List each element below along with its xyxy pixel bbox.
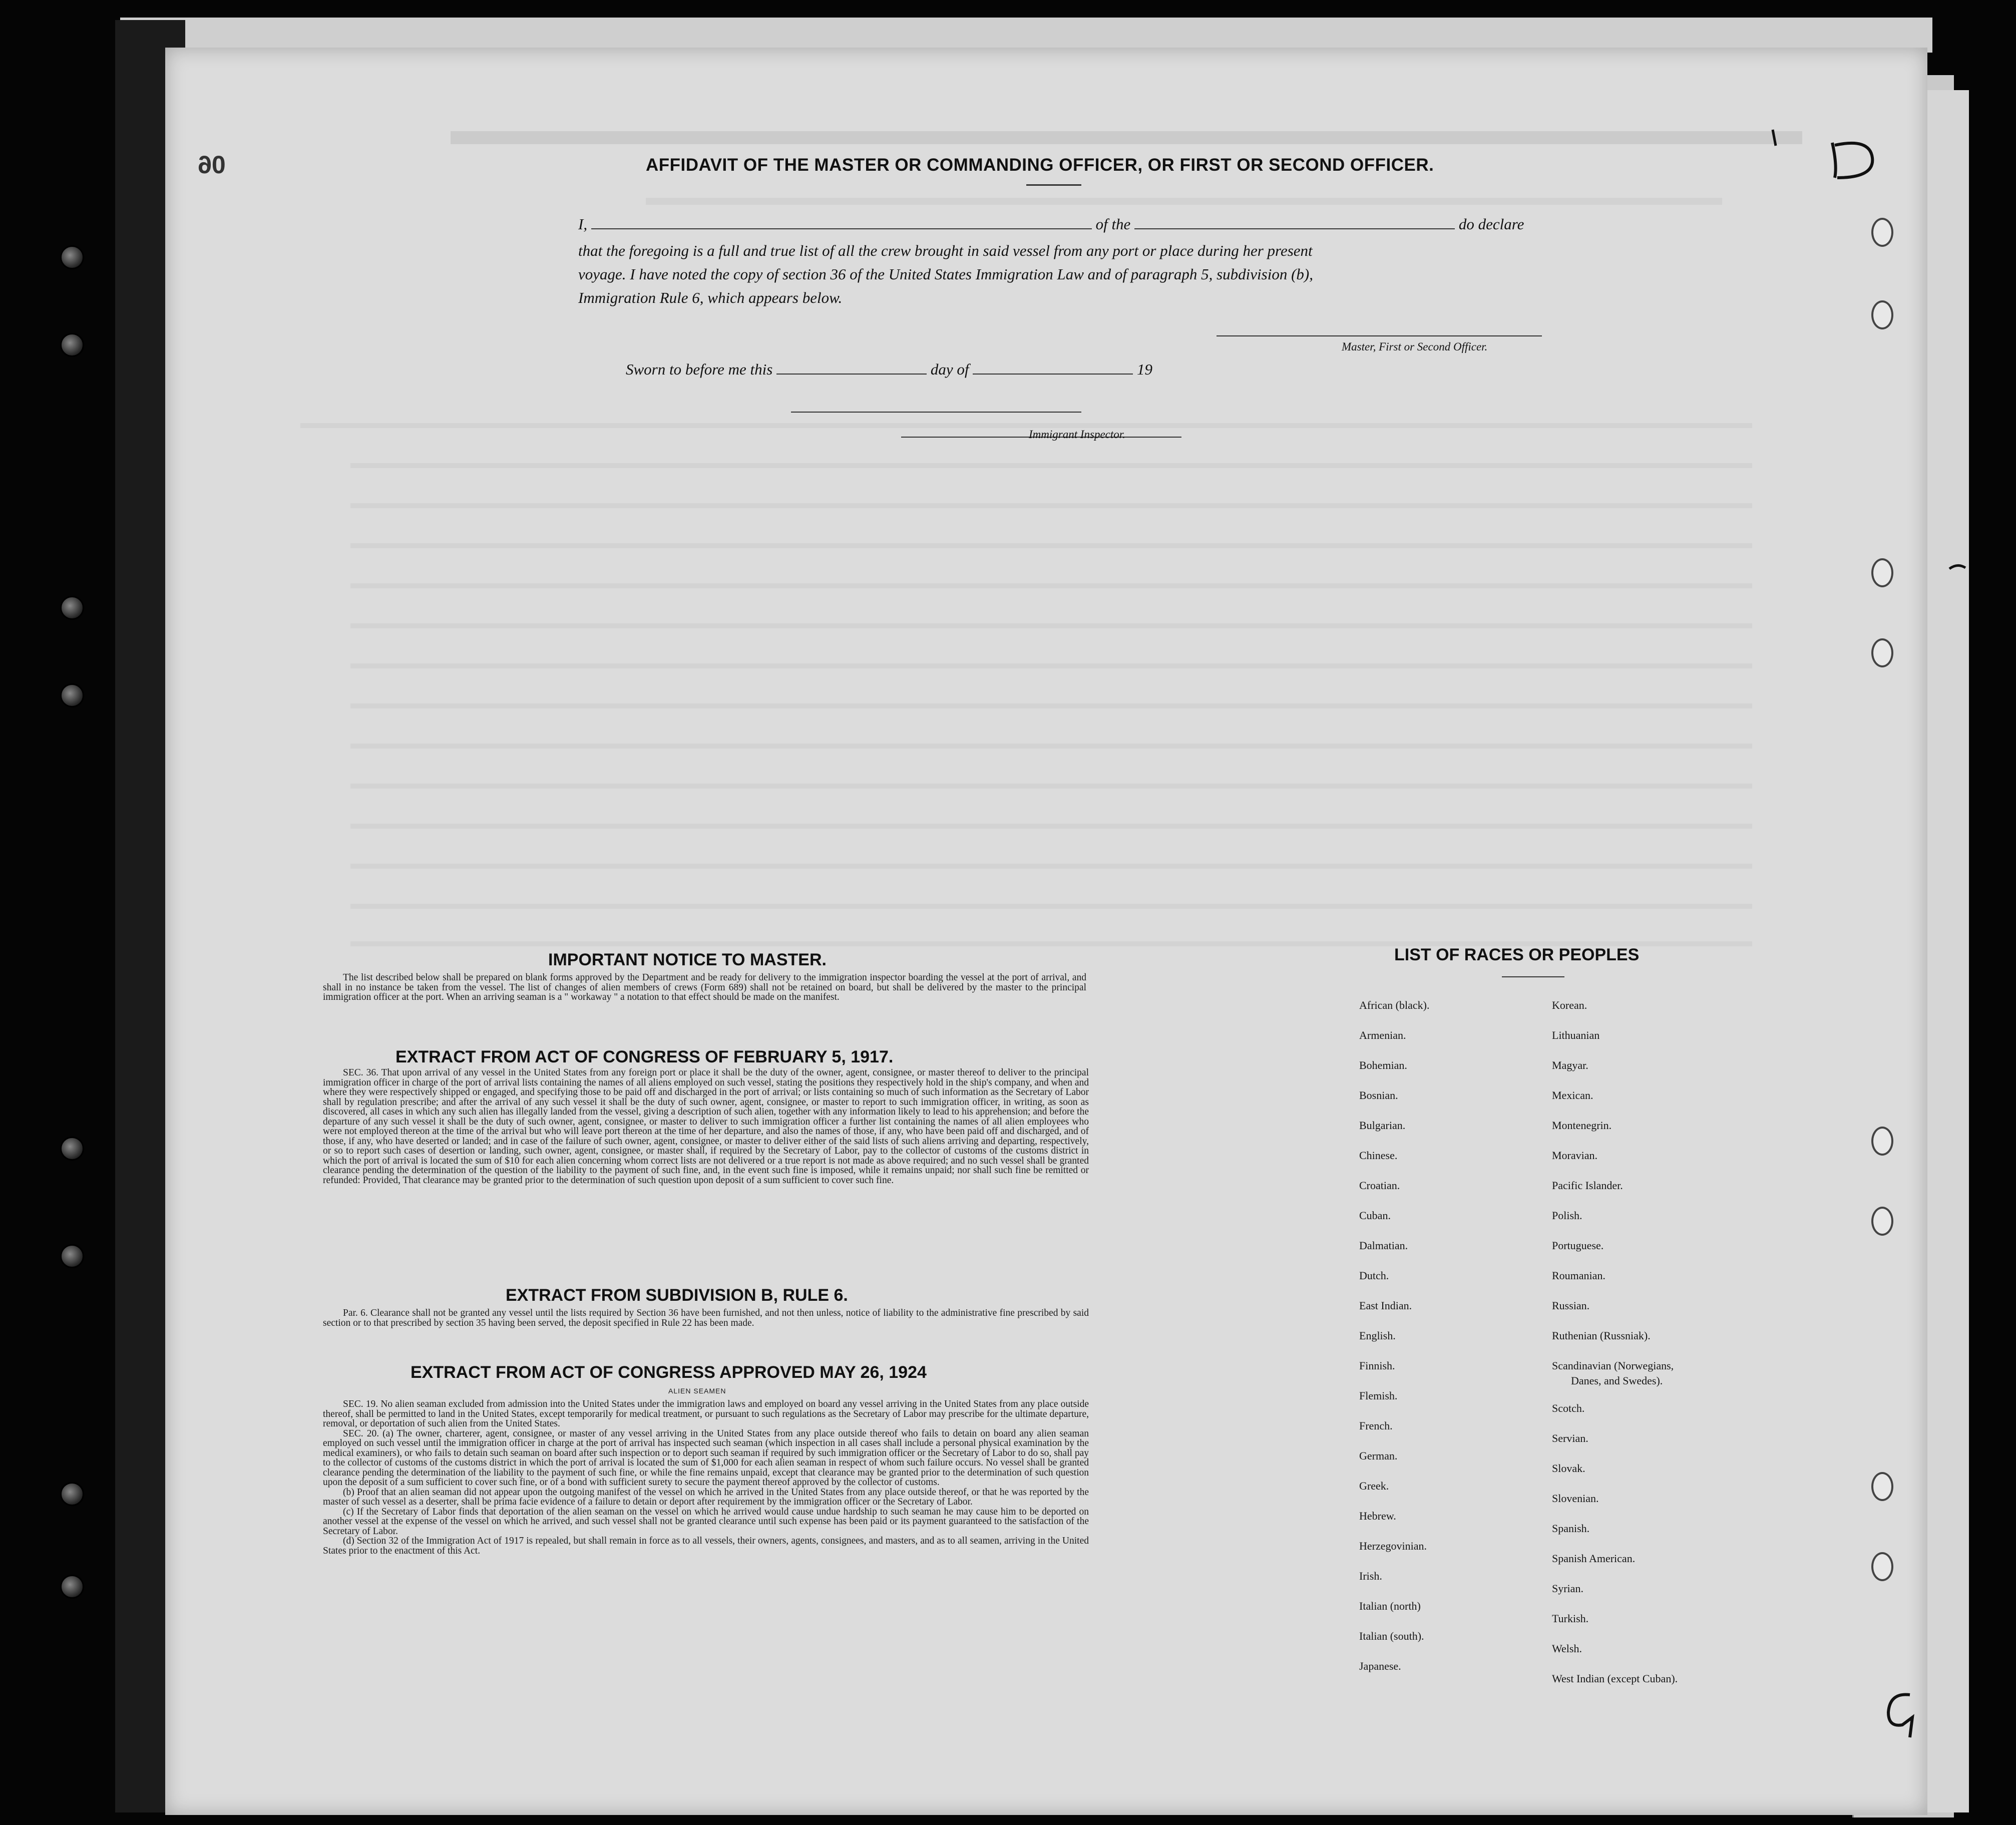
race-item: Korean.: [1552, 999, 1587, 1011]
race-item: African (black).: [1359, 999, 1430, 1011]
race-item: Turkish.: [1552, 1612, 1589, 1625]
race-item: Servian.: [1552, 1432, 1588, 1444]
race-item: East Indian.: [1359, 1299, 1412, 1312]
binding-hole-icon: [60, 1244, 84, 1268]
of-the-label: of the: [1095, 215, 1131, 233]
margin-tick-icon: [1947, 561, 1967, 576]
page-number: 06: [198, 151, 226, 179]
bleed-through-mark: [350, 663, 1752, 668]
sec-20c-text: (c) If the Secretary of Labor finds that deportation of the alien seaman on the vessel on which he arrived would cause undue hardship to such seaman he may cause him to be deported on another vessel at the expense of the vessel on which he arrived, and such vessel shall not be granted clearance until such expense has been paid or its payment guaranteed to the satisfaction of the Secretary of Labor.: [323, 1506, 1089, 1537]
punch-hole-icon: [1871, 638, 1893, 667]
master-signature-label: Master, First or Second Officer.: [1342, 340, 1488, 353]
declarant-name-field[interactable]: [591, 228, 1092, 229]
binding-hole-icon: [60, 245, 84, 269]
bleed-through-mark: [350, 744, 1752, 749]
race-item: Slovak.: [1552, 1462, 1585, 1475]
race-item: Magyar.: [1552, 1059, 1588, 1071]
race-item: Spanish.: [1552, 1522, 1590, 1535]
sec-20b-text: (b) Proof that an alien seaman did not appear upon the outgoing manifest of the vessel on which he arrived in the United States from any place outside thereof, or that he was reported by the master of such vessel as a deserter, shall be prima facie evidence of a failure to detain or deport after requirement by the immigration officer or the Secretary of Labor.: [323, 1487, 1089, 1507]
race-item: Irish.: [1359, 1570, 1382, 1582]
inspector-line-top[interactable]: [791, 412, 1081, 413]
race-item: Italian (south).: [1359, 1630, 1424, 1642]
race-item: Syrian.: [1552, 1582, 1583, 1595]
bleed-through-mark: [350, 824, 1752, 829]
race-item: Moravian.: [1552, 1149, 1598, 1162]
punch-hole-icon: [1871, 218, 1893, 247]
sworn-line: [626, 360, 1152, 379]
inspector-label: Immigrant Inspector.: [1029, 428, 1125, 441]
race-item: Finnish.: [1359, 1359, 1395, 1372]
declarant-prefix: I,: [578, 215, 588, 233]
races-title-underline: [1502, 976, 1564, 977]
race-item: Portuguese.: [1552, 1239, 1604, 1252]
bleed-through-mark: [350, 904, 1752, 909]
binding-hole-icon: [60, 333, 84, 357]
punch-hole-icon: [1871, 1472, 1893, 1501]
handwritten-mark-icon: [1882, 1687, 1922, 1742]
bleed-through-mark: [350, 784, 1752, 789]
race-item: Slovenian.: [1552, 1492, 1599, 1505]
punch-hole-icon: [1871, 1207, 1893, 1236]
bleed-through-mark: [350, 864, 1752, 869]
extract-1924-subtitle: ALIEN SEAMEN: [668, 1387, 726, 1395]
race-item: French.: [1359, 1419, 1393, 1432]
affidavit-line-1: [578, 215, 1524, 233]
race-item: Welsh.: [1552, 1642, 1582, 1655]
extract-1924-title: EXTRACT FROM ACT OF CONGRESS APPROVED MAY 26, 1924: [411, 1363, 927, 1382]
race-item: Cuban.: [1359, 1209, 1391, 1222]
race-item: Armenian.: [1359, 1029, 1406, 1041]
binding-hole-icon: [60, 1137, 84, 1161]
sworn-month-field[interactable]: [973, 374, 1133, 375]
bleed-through-mark: [300, 423, 1752, 428]
do-declare-label: do declare: [1458, 215, 1524, 233]
bleed-through-mark: [350, 503, 1752, 508]
binding-hole-icon: [60, 1575, 84, 1599]
notice-text: The list described below shall be prepared on blank forms approved by the Department and be ready for delivery to the immigration inspector boarding the vessel at the port of arrival, and shall in no instance be taken from the vessel. The list of changes of alien members of crews (Form 689) shall not be retained on board, but shall be delivered by the master to the principal immigration officer at the port. When an arriving seaman is a " workaway " a notation to that effect should be made on the manifest.: [323, 972, 1086, 1002]
race-item: Danes, and Swedes).: [1571, 1374, 1663, 1387]
races-title: LIST OF RACES OR PEOPLES: [1394, 945, 1640, 964]
affidavit-title: AFFIDAVIT OF THE MASTER OR COMMANDING OFFICER, OR FIRST OR SECOND OFFICER.: [646, 155, 1434, 175]
race-item: Flemish.: [1359, 1389, 1398, 1402]
race-item: Pacific Islander.: [1552, 1179, 1623, 1192]
margin-tick-icon: [1770, 128, 1780, 148]
affidavit-line-4: Immigration Rule 6, which appears below.: [578, 289, 843, 306]
race-item: Polish.: [1552, 1209, 1582, 1222]
day-of-label: day of: [930, 360, 969, 378]
subdivision-b-text: Par. 6. Clearance shall not be granted any vessel until the lists required by Section 36 have been furnished, and not then unless, notice of liability to the administrative fine prescribed by said section or to that prescribed by section 35 having been served, the deposit specified in Rule 22 has been made.: [323, 1308, 1089, 1328]
notice-title: IMPORTANT NOTICE TO MASTER.: [548, 950, 827, 969]
year-label: 19: [1136, 360, 1152, 378]
race-item: English.: [1359, 1329, 1396, 1342]
bleed-through-mark: [646, 198, 1722, 205]
race-item: West Indian (except Cuban).: [1552, 1672, 1678, 1685]
race-item: Scotch.: [1552, 1402, 1585, 1414]
extract-1917-text: SEC. 36. That upon arrival of any vessel in the United States from any foreign port or place it shall be the duty of the owner, agent, consignee, or master thereof to deliver to the principal immigration officer in charge of the port of arrival lists containing the names of all aliens employed on such vessel, stating the positions they respectively hold in the ship's company, and when and where they were respectively shipped or engaged, and specifying those to be paid off and discharged in the port of arrival; or lists containing so much of such information as the Secretary of Labor shall by regulation prescribe; and after the arrival of any such vessel it shall be the duty of such owner, agent, consignee, or master to report to such immigration officer, in writing, as soon as discovered, all cases in which any such alien has illegally landed from the vessel, giving a description of such alien, together with any information likely to lead to his apprehension; and before the departure of any such vessel it shall be the duty of such owner, agent, consignee, or master to deliver to such immigration officer a further list containing the names of all alien employees who were not employed thereon at the time of the arrival but who will leave port thereon at the time of her departure, and also the names of those, if any, who have been paid off and discharged, and of those, if any, who have deserted or landed; and in case of the failure of such owner, agent, consignee, or master to deliver either of the said lists of such aliens arriving and departing, respectively, or so to report such cases of desertion or landing, such owner, agent, consignee, or master shall, if required by the Secretary of Labor, pay to the collector of customs of the customs district in which the port of arrival is located the sum of $10 for each alien concerning whom correct lists are not delivered or a true report is not made as above required; and no such vessel shall be granted clearance pending the determination of the question of the liability to the payment of such fine, and, in the event such fine is imposed, while it remains unpaid; nor shall such fine be remitted or refunded: Provided, That clearance may be granted prior to the determination of such question upon deposit of a sum sufficient to cover such fine.: [323, 1067, 1089, 1186]
race-item: Roumanian.: [1552, 1269, 1605, 1282]
race-item: Lithuanian: [1552, 1029, 1600, 1041]
affidavit-line-2: that the foregoing is a full and true list of all the crew brought in said vessel from any port or place during her present: [578, 242, 1313, 259]
sec-19-text: SEC. 19. No alien seaman excluded from admission into the United States under the immigration laws and employed on board any vessel arriving in the United States from any place outside thereof, shall be permitted to land in the United States, except temporarily for medical treatment, or pursuant to such regulations as the Secretary of Labor may prescribe for the ultimate departure, removal, or deportation of such alien from the United States.: [323, 1399, 1089, 1429]
bleed-through-mark: [350, 703, 1752, 708]
race-item: Chinese.: [1359, 1149, 1398, 1162]
binding-hole-icon: [60, 1482, 84, 1506]
race-item: Bohemian.: [1359, 1059, 1407, 1071]
race-item: Dalmatian.: [1359, 1239, 1408, 1252]
race-item: Croatian.: [1359, 1179, 1400, 1192]
title-underline: [1026, 184, 1081, 186]
race-item: Bosnian.: [1359, 1089, 1398, 1102]
binding-hole-icon: [60, 596, 84, 620]
affidavit-line-3: voyage. I have noted the copy of section 36 of the United States Immigration Law and of paragraph 5, subdivision (b),: [578, 265, 1313, 283]
race-item: Greek.: [1359, 1480, 1389, 1492]
race-item: Mexican.: [1552, 1089, 1593, 1102]
sworn-day-field[interactable]: [776, 374, 927, 375]
vessel-name-field[interactable]: [1134, 228, 1455, 229]
bleed-through-mark: [350, 463, 1752, 468]
sec-20a-text: SEC. 20. (a) The owner, charterer, agent, consignee, or master of any vessel arriving in the United States from any place outside thereof who fails to detain on board any alien seaman employed on such vessel until the immigration officer in charge at the port of arrival has inspected such seaman (which inspection in all cases shall include a personal physical examination by the medical examiners), or who fails to detain such seaman on board after such inspection or to deport such seaman if required by such immigration officer or the Secretary of Labor to do so, shall pay to the collector of customs of the customs district in which the port of arrival is located the sum of $1,000 for each alien seaman in respect of whom such failure occurs. No vessel shall be granted clearance pending the determination of the liability to the payment of such fine, or while the fine remains unpaid, except that clearance may be granted prior to the determination of such question upon the deposit of a sum sufficient to cover such fine, or of a bond with sufficient surety to secure the payment thereof approved by the collector of customs.: [323, 1428, 1089, 1488]
race-item: German.: [1359, 1449, 1398, 1462]
extract-1917-title: EXTRACT FROM ACT OF CONGRESS OF FEBRUARY 5, 1917.: [395, 1047, 894, 1066]
race-item: Japanese.: [1359, 1660, 1401, 1672]
race-item: Scandinavian (Norwegians,: [1552, 1359, 1674, 1372]
bleed-through-mark: [350, 583, 1752, 588]
race-item: Bulgarian.: [1359, 1119, 1406, 1132]
punch-hole-icon: [1871, 300, 1893, 329]
race-item: Dutch.: [1359, 1269, 1389, 1282]
sec-20d-text: (d) Section 32 of the Immigration Act of 1917 is repealed, but shall remain in force as to all vessels, their owners, agents, consignees, and masters, and as to all seamen, arriving in the United States prior to the enactment of this Act.: [323, 1536, 1089, 1556]
bleed-through-mark: [350, 623, 1752, 628]
punch-hole-icon: [1871, 1127, 1893, 1156]
extract-1924-text: [323, 1399, 1089, 1556]
race-item: Ruthenian (Russniak).: [1552, 1329, 1651, 1342]
race-item: Spanish American.: [1552, 1552, 1636, 1565]
race-item: Italian (north): [1359, 1600, 1421, 1612]
handwritten-mark-icon: [1822, 135, 1882, 185]
race-item: Herzegovinian.: [1359, 1540, 1427, 1552]
punch-hole-icon: [1871, 558, 1893, 587]
race-item: Montenegrin.: [1552, 1119, 1612, 1132]
subdivision-b-title: EXTRACT FROM SUBDIVISION B, RULE 6.: [506, 1286, 848, 1305]
race-item: Hebrew.: [1359, 1510, 1396, 1522]
bleed-through-mark: [451, 131, 1802, 144]
bleed-through-mark: [350, 543, 1752, 548]
master-signature-line[interactable]: [1217, 335, 1542, 336]
punch-hole-icon: [1871, 1552, 1893, 1581]
sworn-prefix: Sworn to before me this: [626, 360, 773, 378]
race-item: Russian.: [1552, 1299, 1590, 1312]
binding-hole-icon: [60, 683, 84, 707]
